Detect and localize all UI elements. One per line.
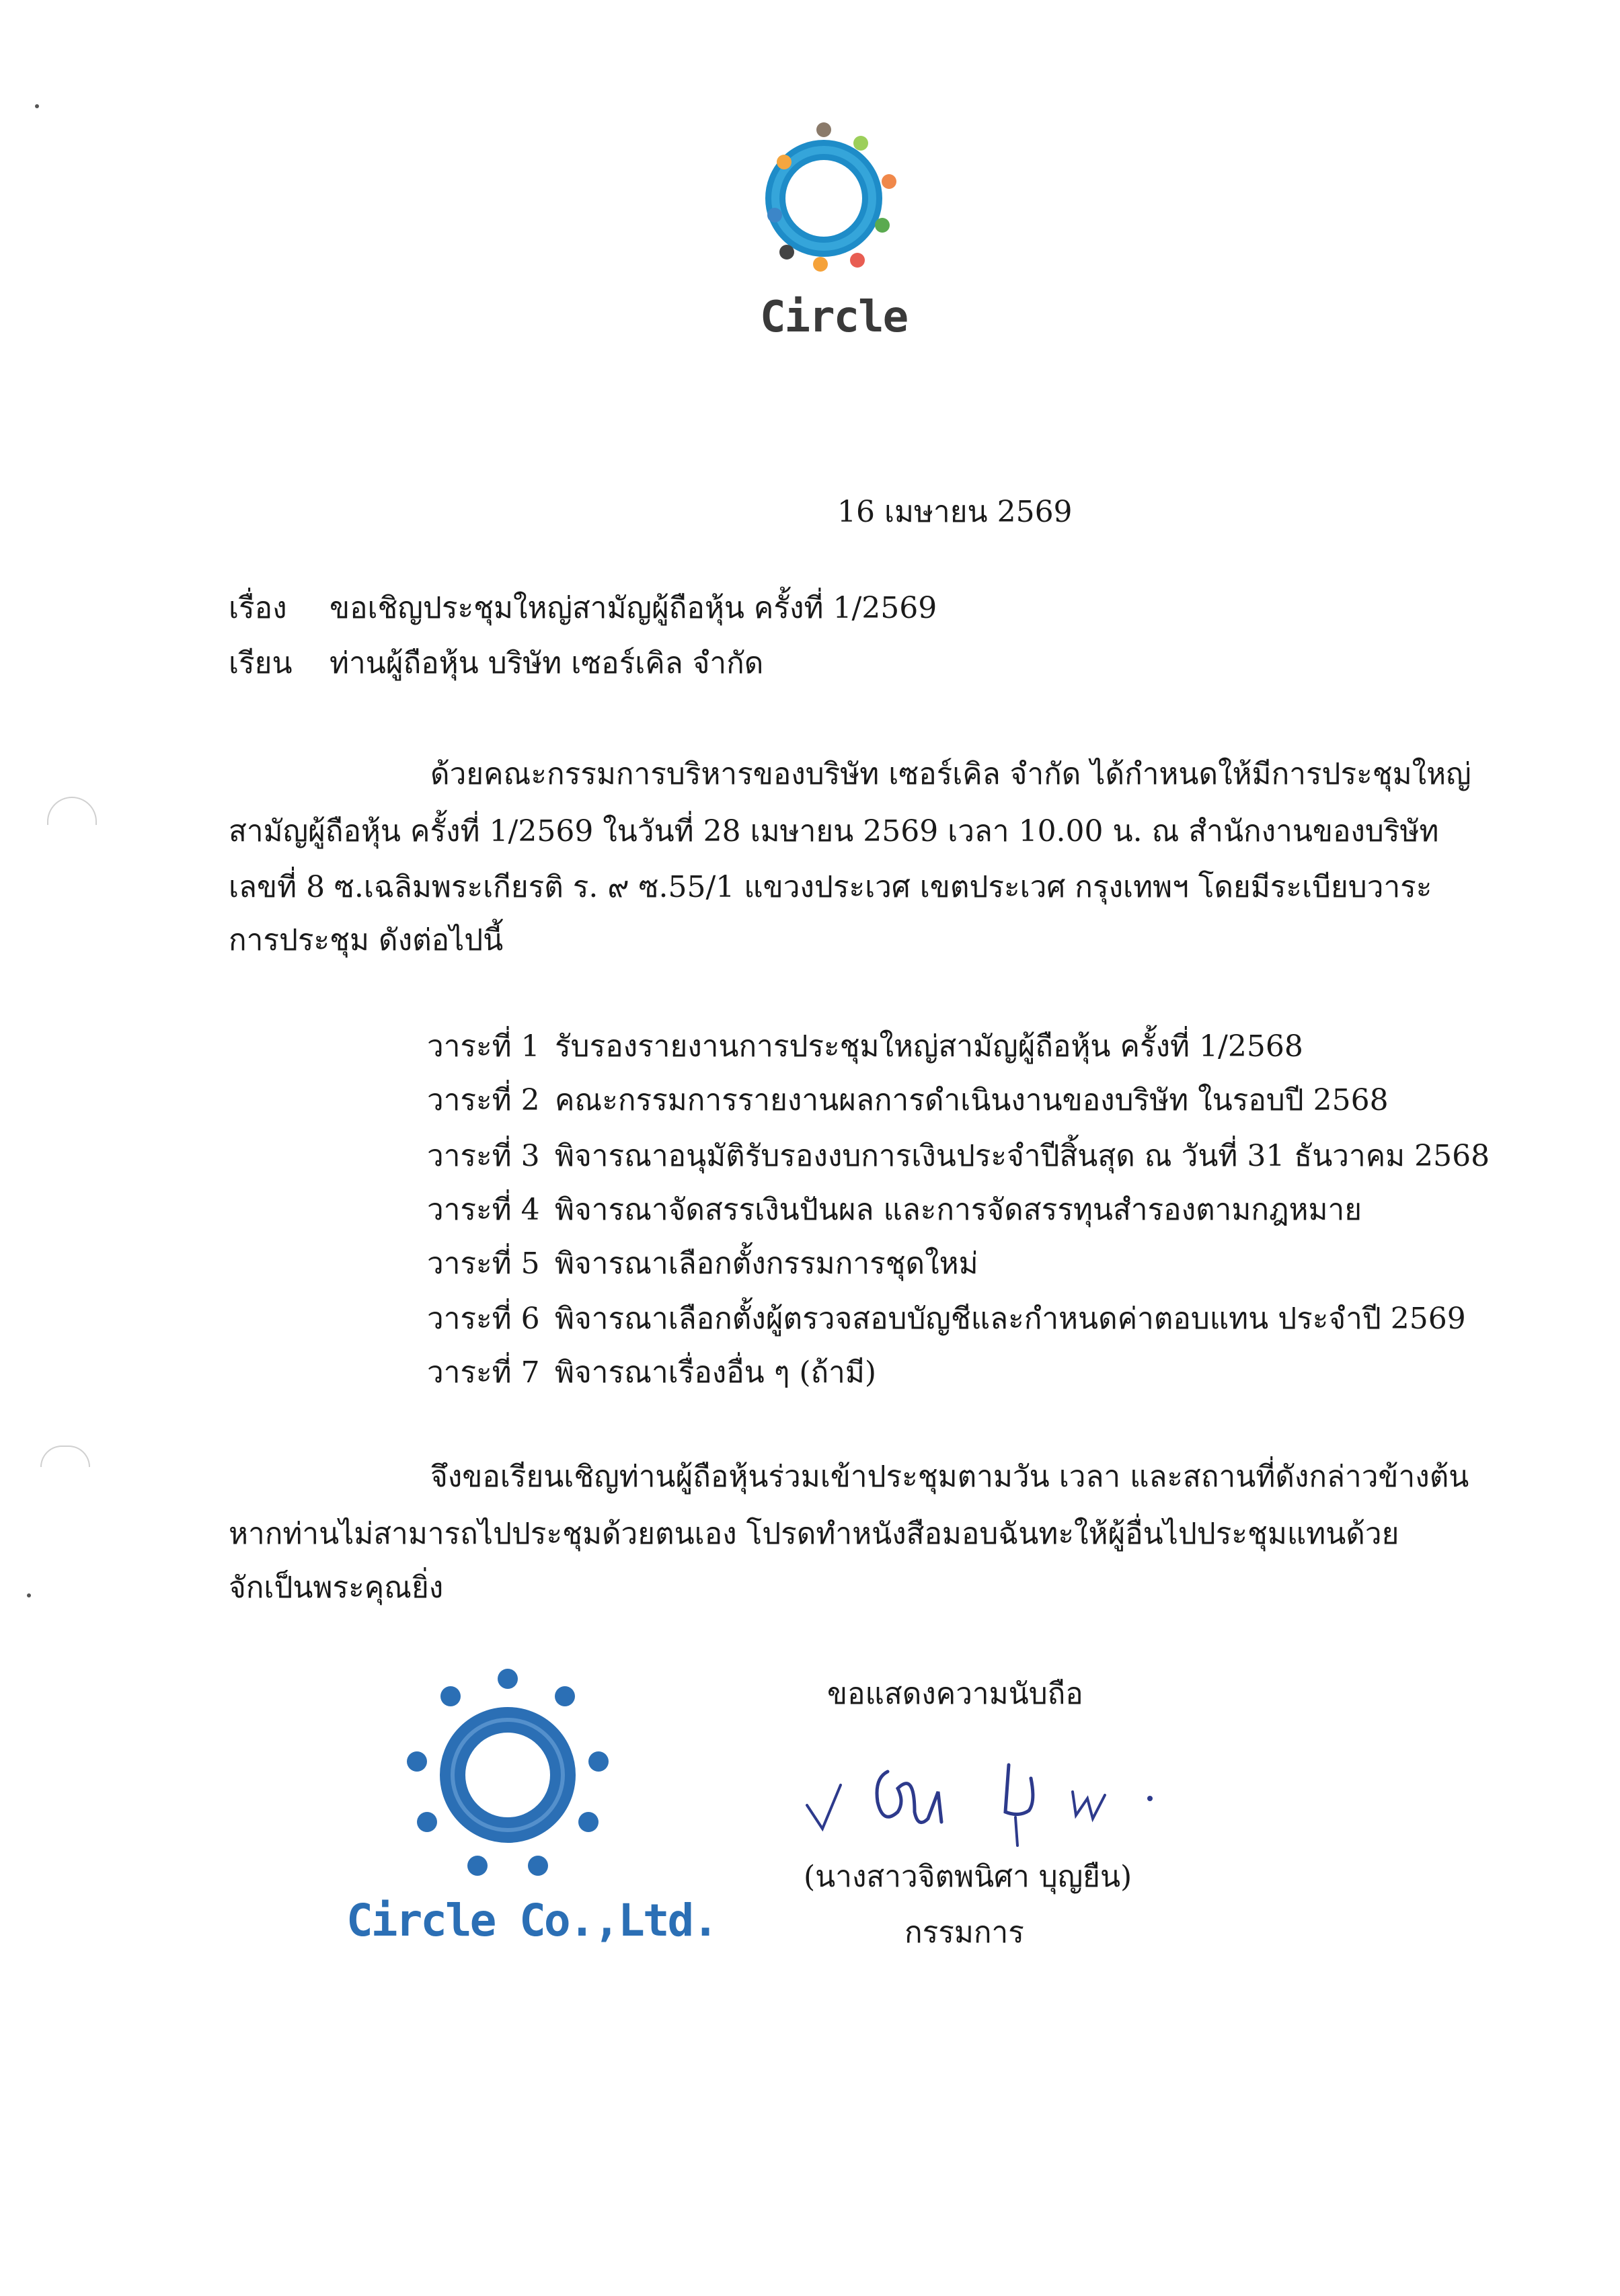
subject-label: เรื่อง [229,591,287,625]
handwritten-signature [804,1738,1167,1852]
seal-wordmark: Circle Co.,Ltd. [346,1895,718,1946]
invite-line: หากท่านไม่สามารถไปประชุมด้วยตนเอง โปรดทำหนังสือมอบฉันทะให้ผู้อื่นไปประชุมแทนด้วย [229,1517,1399,1551]
agenda-item: พิจารณาอนุมัติรับรองงบการเงินประจำปีสิ้นสุด ณ วันที่ 31 ธันวาคม 2568 [555,1139,1490,1173]
signer-name: (นางสาวจิตพนิศา บุญยืน) [804,1860,1132,1894]
agenda-item: พิจารณาจัดสรรเงินปันผล และการจัดสรรทุนสำรองตามกฎหมาย [555,1193,1362,1227]
agenda-label: วาระที่ 2 [427,1083,540,1117]
agenda-item: พิจารณาเลือกตั้งผู้ตรวจสอบบัญชีและกำหนดค่าตอบแทน ประจำปี 2569 [555,1302,1466,1336]
letter-date: 16 เมษายน 2569 [837,495,1073,529]
intro-line: ด้วยคณะกรรมการบริหารของบริษัท เซอร์เคิล จำกัด ได้กำหนดให้มีการประชุมใหญ่ [430,757,1471,791]
agenda-label: วาระที่ 5 [427,1246,540,1281]
agenda-item: พิจารณาเรื่องอื่น ๆ (ถ้ามี) [555,1355,877,1390]
scan-speck [27,1593,31,1597]
recipient-label: เรียน [229,646,293,680]
subject-text: ขอเชิญประชุมใหญ่สามัญผู้ถือหุ้น ครั้งที่ 1/2569 [330,591,937,625]
intro-line: การประชุม ดังต่อไปนี้ [229,923,504,957]
agenda-label: วาระที่ 4 [427,1193,540,1227]
recipient-text: ท่านผู้ถือหุ้น บริษัท เซอร์เคิล จำกัด [330,646,764,680]
intro-line: สามัญผู้ถือหุ้น ครั้งที่ 1/2569 ในวันที่ 28 เมษายน 2569 เวลา 10.00 น. ณ สำนักงานของบริษัท [229,814,1439,848]
punch-hole-mark [47,797,97,825]
invite-line: จักเป็นพระคุณยิ่ง [229,1571,444,1605]
logo-wordmark: Circle [760,292,908,342]
agenda-label: วาระที่ 6 [427,1302,540,1336]
agenda-label: วาระที่ 7 [427,1355,540,1390]
punch-hole-mark [40,1446,90,1467]
agenda-item: รับรองรายงานการประชุมใหญ่สามัญผู้ถือหุ้น ครั้งที่ 1/2568 [555,1029,1303,1064]
closing-text: ขอแสดงความนับถือ [827,1677,1083,1711]
agenda-item: พิจารณาเลือกตั้งกรรมการชุดใหม่ [555,1246,978,1281]
agenda-label: วาระที่ 3 [427,1139,540,1173]
invite-line: จึงขอเรียนเชิญท่านผู้ถือหุ้นร่วมเข้าประชุมตามวัน เวลา และสถานที่ดังกล่าวข้างต้น [430,1460,1469,1494]
circle-logo-icon [733,118,915,272]
scan-speck [35,104,39,108]
intro-line: เลขที่ 8 ซ.เฉลิมพระเกียรติ ร. ๙ ซ.55/1 แขวงประเวศ เขตประเวศ กรุงเทพฯ โดยมีระเบียบวาระ [229,870,1432,904]
company-seal-icon [397,1664,619,1886]
agenda-label: วาระที่ 1 [427,1029,540,1064]
signer-title: กรรมการ [904,1915,1024,1950]
agenda-item: คณะกรรมการรายงานผลการดำเนินงานของบริษัท ในรอบปี 2568 [555,1083,1389,1117]
